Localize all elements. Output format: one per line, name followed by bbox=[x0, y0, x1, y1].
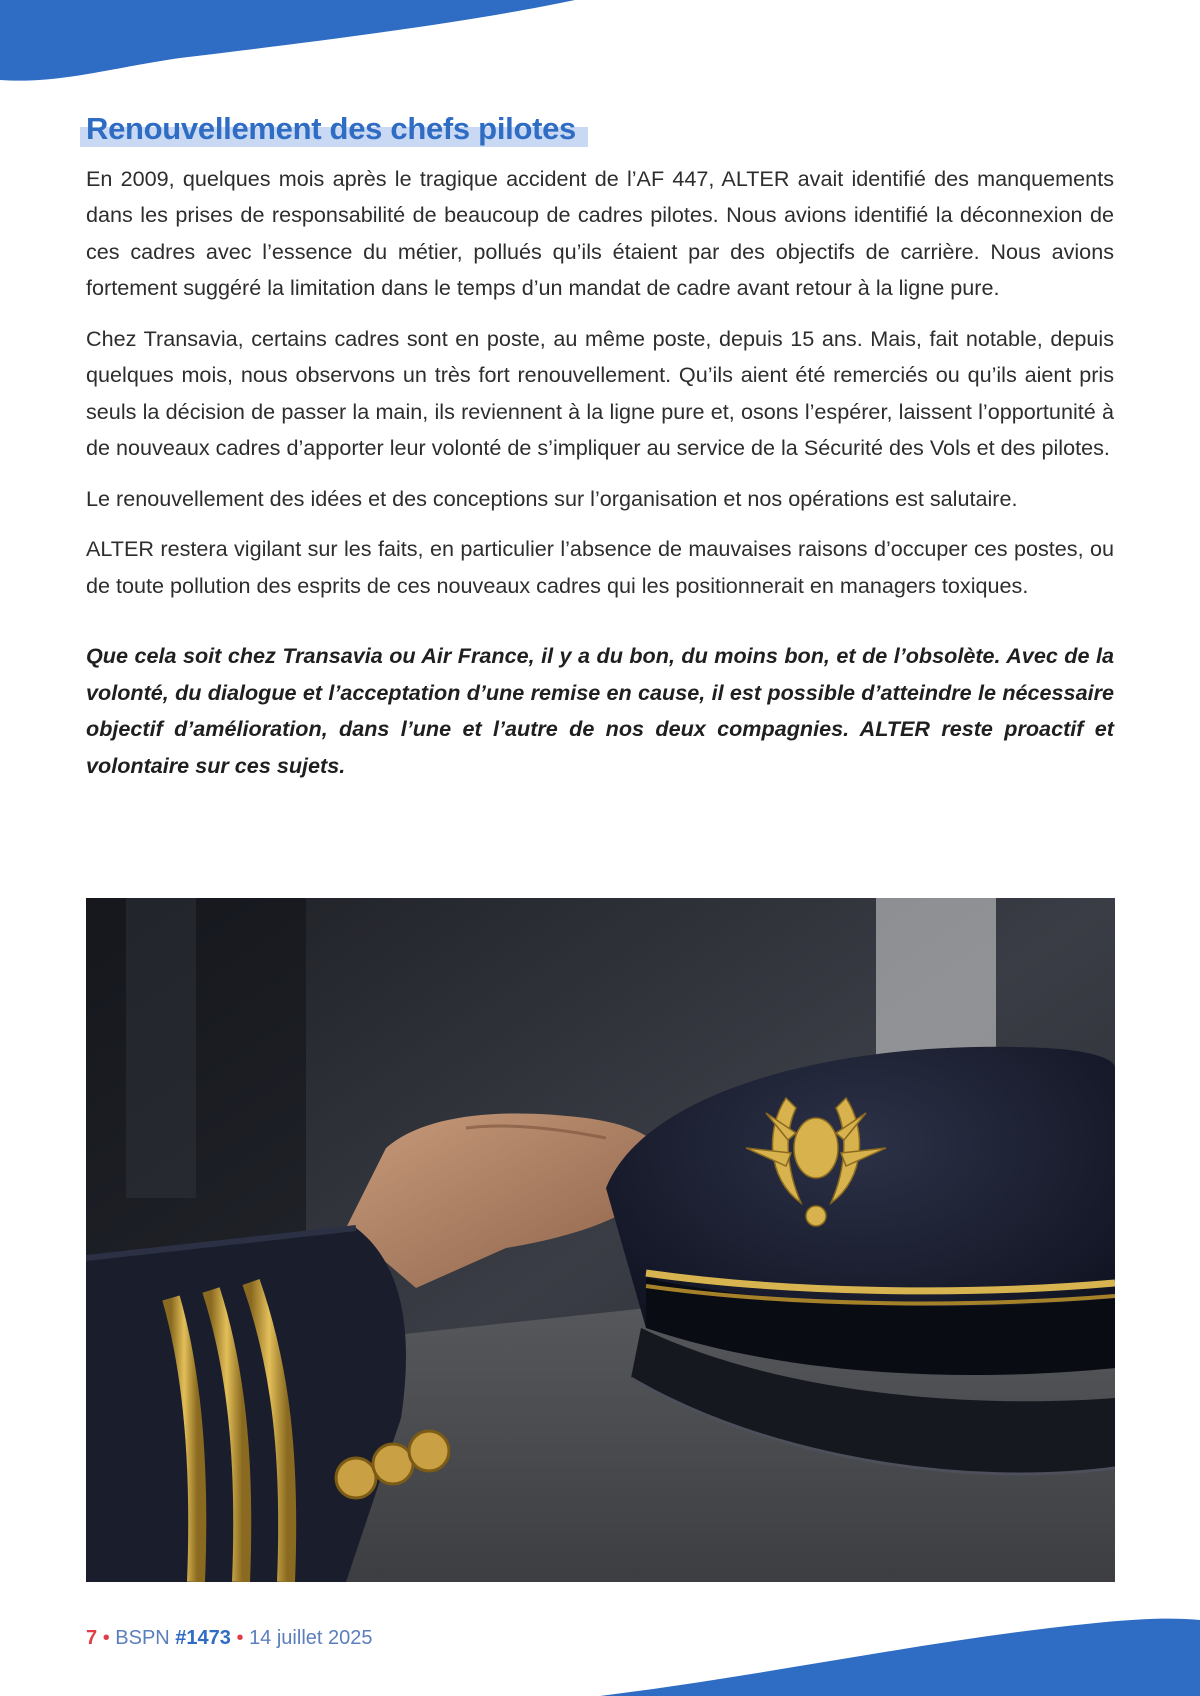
article-title: Renouvellement des chefs pilotes bbox=[86, 111, 576, 146]
paragraph-4: ALTER restera vigilant sur les faits, en particulier l’absence de mauvaises raisons d’occuper ces postes, ou de toute pollution des esprits de ces nouveaux cadres qui les positionnerait en managers toxiques. bbox=[86, 536, 1114, 598]
paragraph-1: En 2009, quelques mois après le tragique accident de l’AF 447, ALTER avait identifié des manquements dans les prises de responsabilité de beaucoup de cadres pilotes. Nous avions identifié la déconnexion de ces cadres avec l’essence du métier, pollués qu’ils étaient par des objectifs de carrière. Nous avions fortement suggéré la limitation dans le temps d’un mandat de cadre avant retour à la ligne pure. bbox=[86, 165, 1114, 301]
issue-number: #1473 bbox=[175, 1627, 231, 1649]
bottom-wave-decoration bbox=[0, 1606, 1200, 1696]
footer-separator: • bbox=[102, 1627, 110, 1649]
page-footer bbox=[86, 1627, 373, 1650]
page-number: 7 bbox=[86, 1627, 98, 1649]
paragraph-2: Chez Transavia, certains cadres sont en poste, au même poste, depuis 15 ans. Mais, fait notable, depuis quelques mois, nous observons un très fort renouvellement. Qu’ils aient été remerciés ou qu’ils aient pris seuls la décision de passer la main, ils reviennent à la ligne pure et, osons l’espérer, laissent l’opportunité à de nouveaux cadres d’apporter leur volonté de s’impliquer au service de la Sécurité des Vols et des pilotes. bbox=[86, 325, 1114, 461]
pilot-cap-photo bbox=[86, 898, 1115, 1582]
article-body bbox=[86, 110, 1114, 784]
paragraph-3: Le renouvellement des idées et des conceptions sur l’organisation et nos opérations est salutaire. bbox=[86, 485, 1018, 511]
footer-separator: • bbox=[236, 1627, 244, 1649]
publication-name: BSPN bbox=[115, 1627, 170, 1649]
conclusion-paragraph: Que cela soit chez Transavia ou Air France, il y a du bon, du moins bon, et de l’obsolète. Avec de la volonté, du dialogue et l’acceptation d’une remise en cause, il est possible d’atteindre le nécessaire objectif d’amélioration, dans l’une et l’autre de nos deux compagnies. ALTER reste proactif et volontaire sur ces sujets. bbox=[86, 643, 1114, 778]
publication-date: 14 juillet 2025 bbox=[249, 1627, 373, 1649]
article-title-block bbox=[86, 110, 576, 149]
top-wave-decoration bbox=[0, 0, 600, 90]
